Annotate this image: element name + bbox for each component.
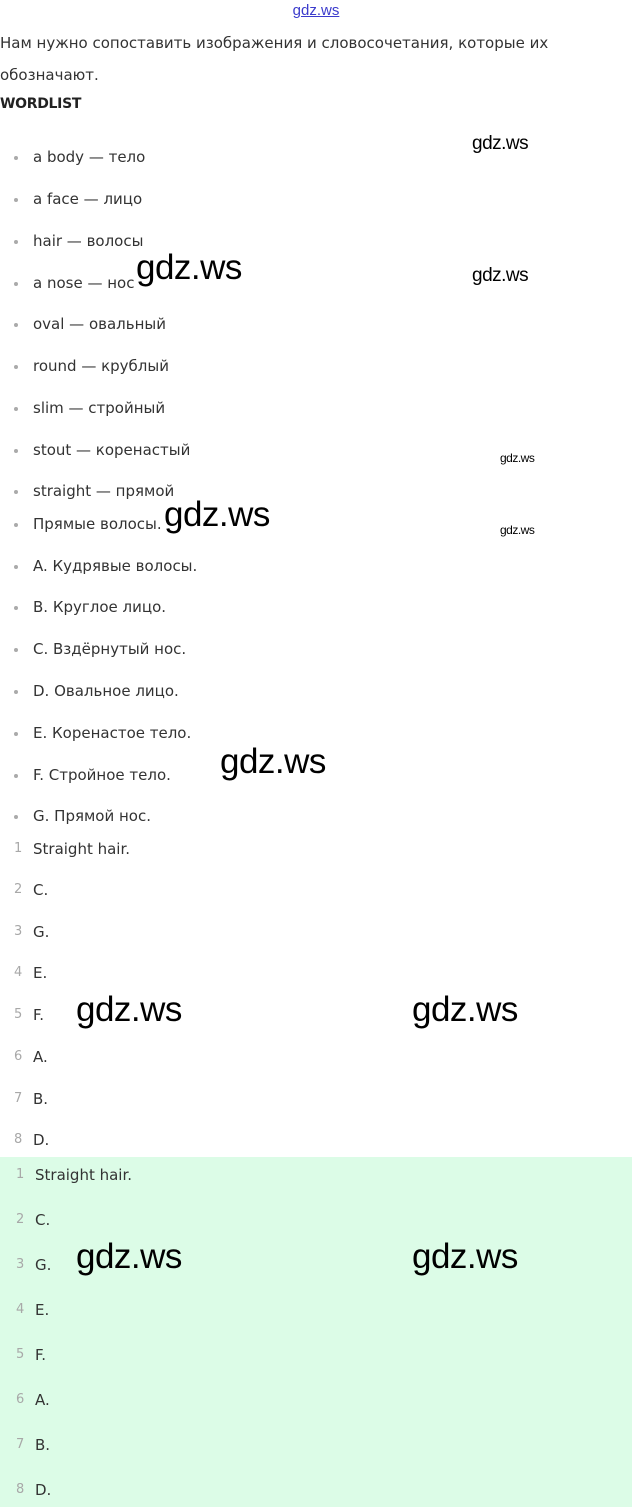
watermark: gdz.ws bbox=[412, 990, 518, 1029]
bullet-dot bbox=[14, 449, 18, 453]
bullet-dot bbox=[14, 523, 18, 527]
bullet-dot bbox=[14, 198, 18, 202]
bullet-dot bbox=[14, 282, 18, 286]
bullet-dot bbox=[14, 774, 18, 778]
bullet-dot bbox=[14, 690, 18, 694]
watermark: gdz.ws bbox=[220, 742, 326, 781]
bullet-dot bbox=[14, 648, 18, 652]
site-link[interactable]: gdz.ws bbox=[292, 2, 340, 19]
bullet-dot bbox=[14, 323, 18, 327]
watermark: gdz.ws bbox=[500, 523, 535, 537]
watermark: gdz.ws bbox=[136, 248, 242, 287]
highlighted-answer-box: 1 Straight hair. 2 C. 3 G. 4 E. 5 F. 6 A. 7 B. 8 D. bbox=[0, 1157, 632, 1507]
watermark: gdz.ws bbox=[76, 1237, 182, 1276]
watermark: gdz.ws bbox=[472, 133, 529, 154]
watermark: gdz.ws bbox=[472, 265, 529, 286]
bullet-dot bbox=[14, 240, 18, 244]
watermark: gdz.ws bbox=[164, 495, 270, 534]
bullet-dot bbox=[14, 156, 18, 160]
bullet-dot bbox=[14, 365, 18, 369]
bullet-dot bbox=[14, 565, 18, 569]
bullet-dot bbox=[14, 606, 18, 610]
bullet-dot bbox=[14, 815, 18, 819]
watermark: gdz.ws bbox=[76, 990, 182, 1029]
wordlist-title: WORDLIST bbox=[0, 96, 82, 112]
bullet-dot bbox=[14, 490, 18, 494]
watermark: gdz.ws bbox=[412, 1237, 518, 1276]
intro-text: Нам нужно сопоставить изображения и словосочетания, которые их обозначают. bbox=[0, 34, 549, 84]
watermark: gdz.ws bbox=[500, 451, 535, 465]
bullet-dot bbox=[14, 732, 18, 736]
bullet-dot bbox=[14, 407, 18, 411]
